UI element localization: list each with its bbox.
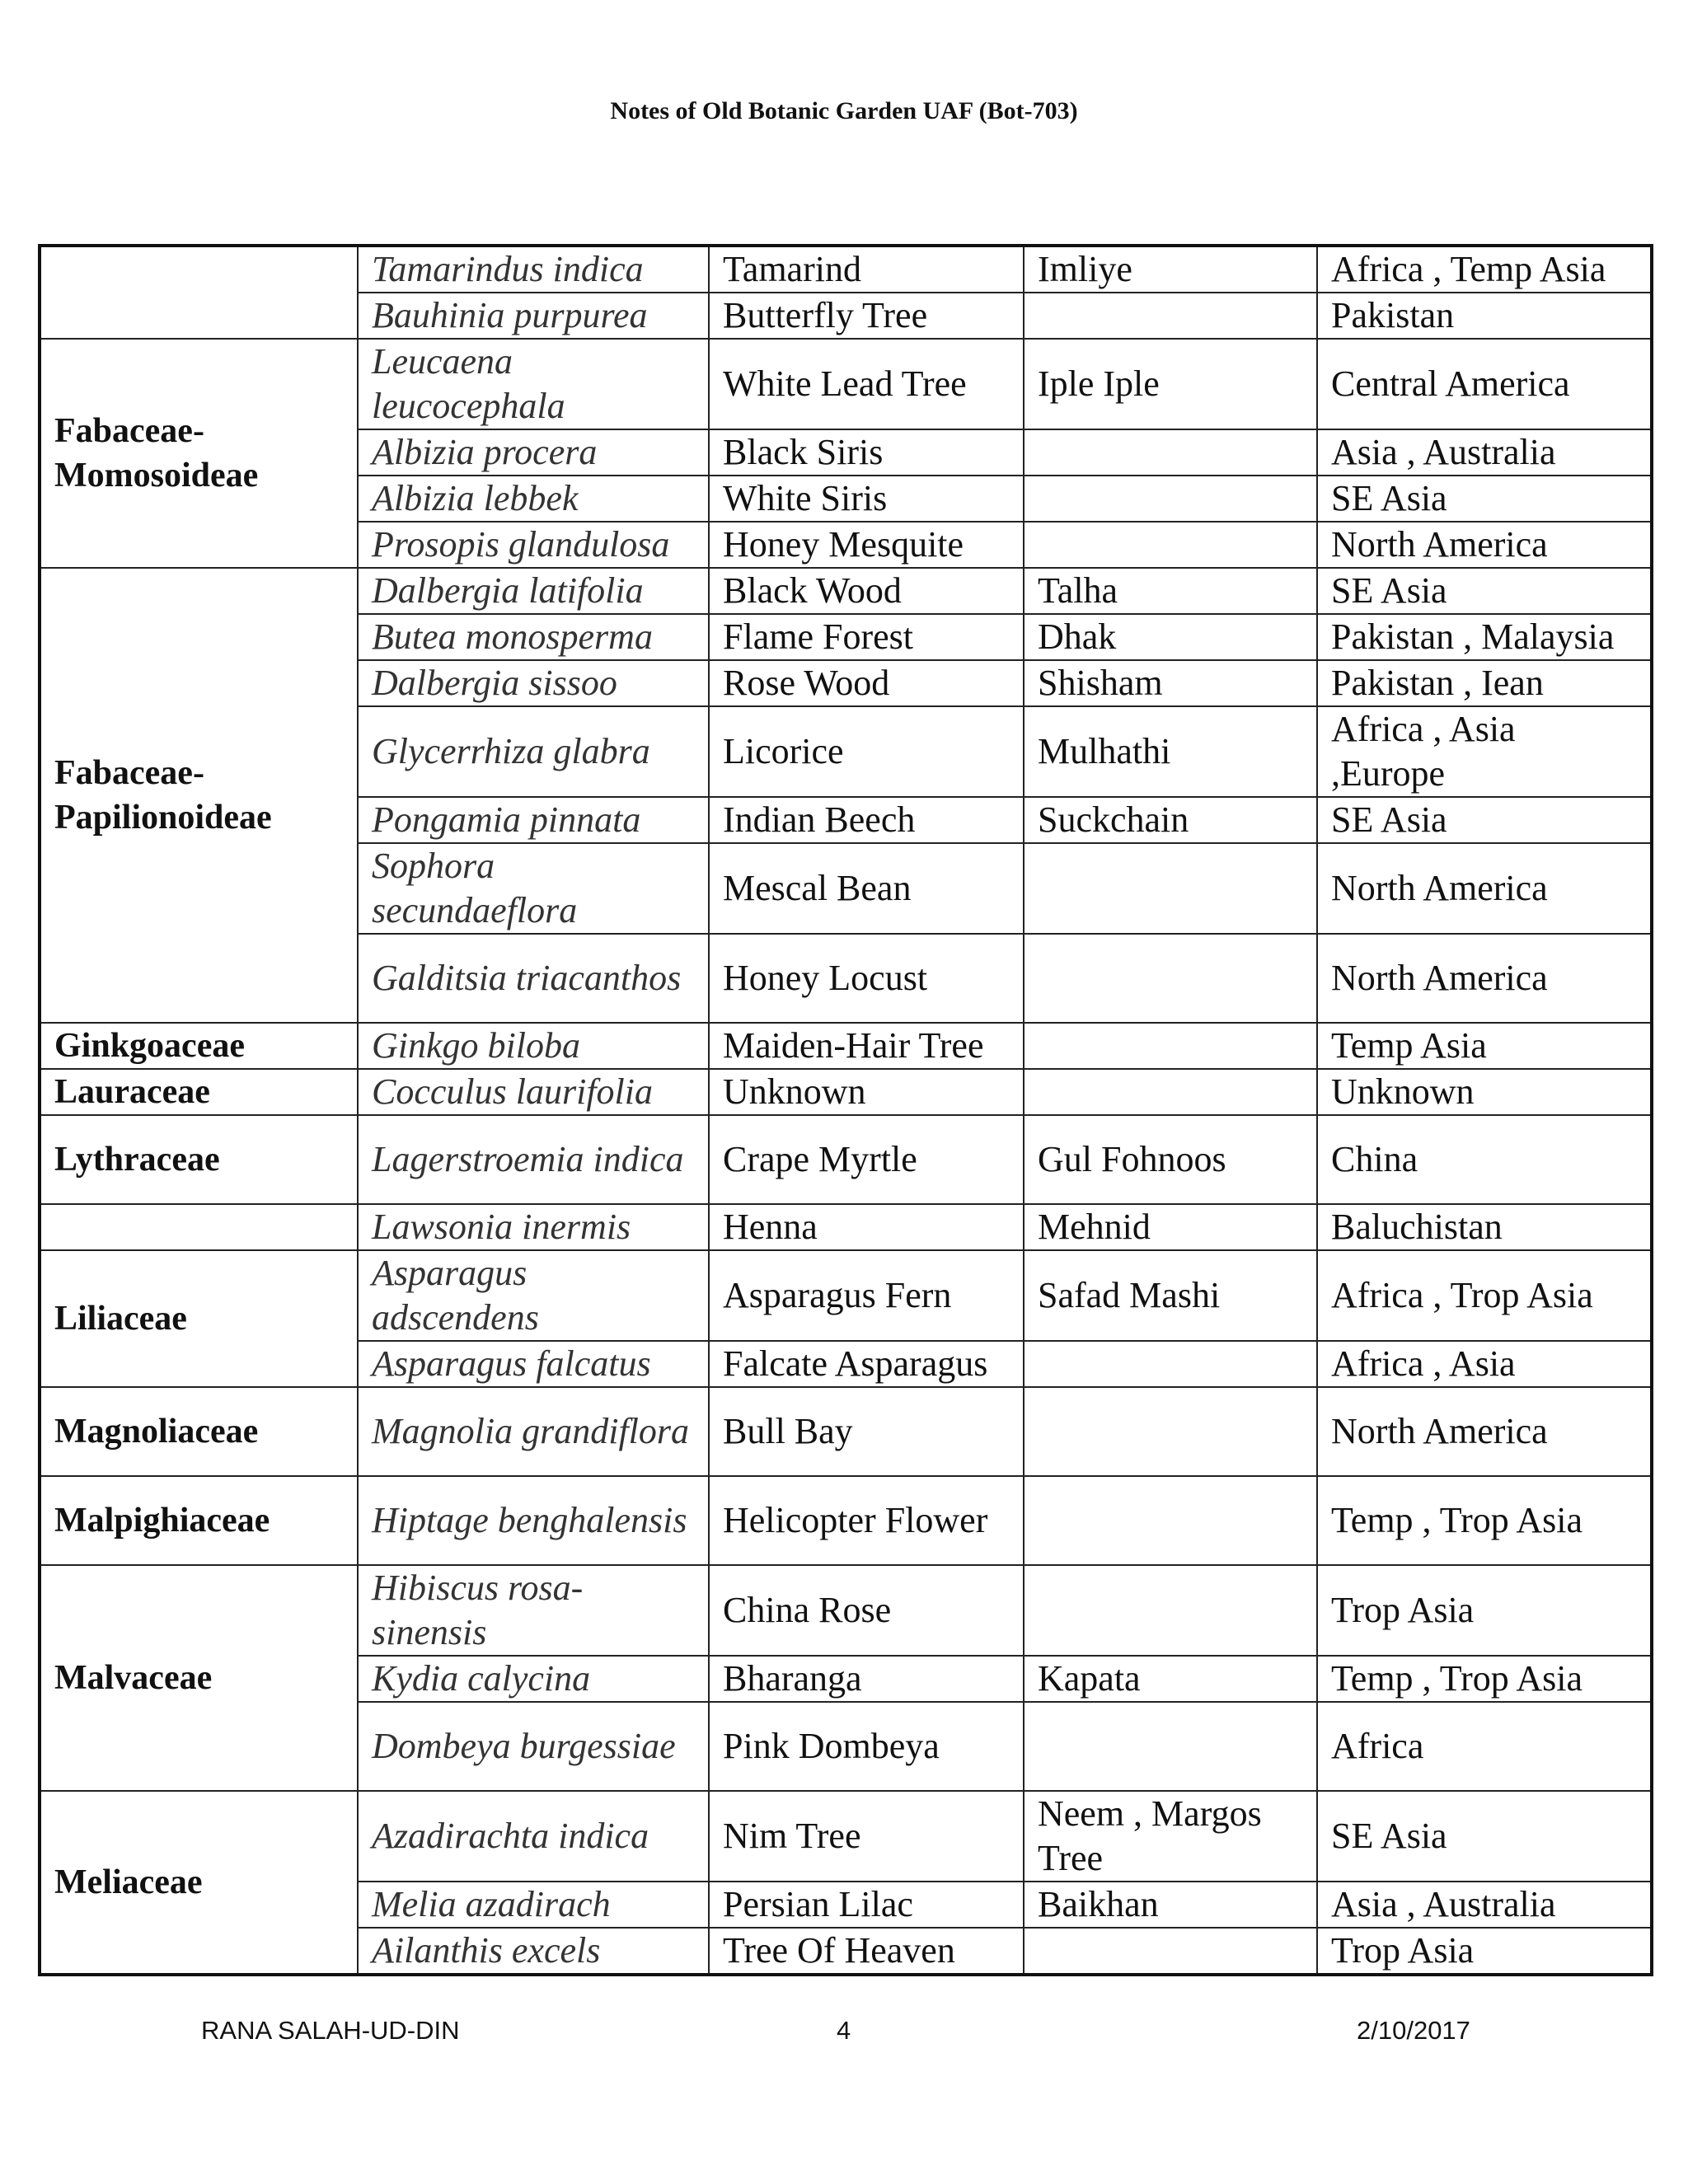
family-cell	[40, 1204, 358, 1250]
origin-cell: Temp , Trop Asia	[1317, 1476, 1652, 1565]
origin-cell: Temp Asia	[1317, 1023, 1652, 1069]
common-name-cell: White Lead Tree	[709, 339, 1024, 429]
scientific-name-cell: Tamarindus indica	[358, 246, 709, 293]
origin-cell: Unknown	[1317, 1069, 1652, 1115]
table-row	[40, 1387, 1652, 1476]
common-name-cell: China Rose	[709, 1565, 1024, 1656]
common-name-cell: Henna	[709, 1204, 1024, 1250]
table-row	[40, 1791, 1652, 1882]
family-cell: Ginkgoaceae	[40, 1023, 358, 1069]
local-name-cell: Mulhathi	[1024, 706, 1317, 797]
common-name-cell: Honey Mesquite	[709, 522, 1024, 568]
local-name-cell	[1024, 476, 1317, 522]
common-name-cell: Rose Wood	[709, 660, 1024, 706]
table-row	[40, 339, 1652, 429]
local-name-cell: Iple Iple	[1024, 339, 1317, 429]
origin-cell: North America	[1317, 522, 1652, 568]
local-name-cell: Imliye	[1024, 246, 1317, 293]
local-name-cell	[1024, 1565, 1317, 1656]
plants-table	[38, 244, 1653, 1976]
scientific-name-cell: Magnolia grandiflora	[358, 1387, 709, 1476]
common-name-cell: Crape Myrtle	[709, 1115, 1024, 1204]
local-name-cell	[1024, 1341, 1317, 1387]
origin-cell: North America	[1317, 843, 1652, 934]
scientific-name-cell: Ginkgo biloba	[358, 1023, 709, 1069]
origin-cell: China	[1317, 1115, 1652, 1204]
common-name-cell: Honey Locust	[709, 934, 1024, 1023]
local-name-cell: Talha	[1024, 568, 1317, 614]
local-name-cell	[1024, 1069, 1317, 1115]
local-name-cell	[1024, 1928, 1317, 1975]
common-name-cell: White Siris	[709, 476, 1024, 522]
origin-cell: Africa , Trop Asia	[1317, 1250, 1652, 1341]
common-name-cell: Bull Bay	[709, 1387, 1024, 1476]
scientific-name-cell: Hiptage benghalensis	[358, 1476, 709, 1565]
page-title: Notes of Old Botanic Garden UAF (Bot-703)	[610, 97, 1078, 124]
local-name-cell	[1024, 1023, 1317, 1069]
origin-cell: Africa	[1317, 1702, 1652, 1791]
common-name-cell: Mescal Bean	[709, 843, 1024, 934]
family-cell	[40, 246, 358, 339]
origin-cell: Asia , Australia	[1317, 429, 1652, 476]
origin-cell: Africa , Asia	[1317, 1341, 1652, 1387]
common-name-cell: Asparagus Fern	[709, 1250, 1024, 1341]
origin-cell: Baluchistan	[1317, 1204, 1652, 1250]
family-cell: Malpighiaceae	[40, 1476, 358, 1565]
scientific-name-cell: Leucaena leucocephala	[358, 339, 709, 429]
scientific-name-cell: Albizia procera	[358, 429, 709, 476]
plants-table-body	[40, 246, 1652, 1975]
origin-cell: SE Asia	[1317, 1791, 1652, 1882]
origin-cell: SE Asia	[1317, 568, 1652, 614]
local-name-cell	[1024, 843, 1317, 934]
common-name-cell: Indian Beech	[709, 797, 1024, 843]
page-footer	[0, 2016, 1688, 2049]
family-cell: Fabaceae-Momosoideae	[40, 339, 358, 568]
footer-page-number: 4	[837, 2016, 851, 2045]
scientific-name-cell: Asparagus adscendens	[358, 1250, 709, 1341]
family-cell: Lauraceae	[40, 1069, 358, 1115]
scientific-name-cell: Albizia lebbek	[358, 476, 709, 522]
scientific-name-cell: Dalbergia sissoo	[358, 660, 709, 706]
family-cell: Meliaceae	[40, 1791, 358, 1975]
scientific-name-cell: Dombeya burgessiae	[358, 1702, 709, 1791]
scientific-name-cell: Ailanthis excels	[358, 1928, 709, 1975]
origin-cell: Central America	[1317, 339, 1652, 429]
common-name-cell: Black Siris	[709, 429, 1024, 476]
family-cell: Liliaceae	[40, 1250, 358, 1387]
origin-cell: Temp , Trop Asia	[1317, 1656, 1652, 1702]
table-row	[40, 1565, 1652, 1656]
footer-author: RANA SALAH-UD-DIN	[201, 2016, 460, 2045]
common-name-cell: Maiden-Hair Tree	[709, 1023, 1024, 1069]
local-name-cell: Dhak	[1024, 614, 1317, 660]
table-row	[40, 1115, 1652, 1204]
scientific-name-cell: Kydia calycina	[358, 1656, 709, 1702]
local-name-cell	[1024, 1702, 1317, 1791]
common-name-cell: Tamarind	[709, 246, 1024, 293]
local-name-cell	[1024, 429, 1317, 476]
common-name-cell: Bharanga	[709, 1656, 1024, 1702]
common-name-cell: Helicopter Flower	[709, 1476, 1024, 1565]
table-row	[40, 1204, 1652, 1250]
local-name-cell: Suckchain	[1024, 797, 1317, 843]
local-name-cell: Baikhan	[1024, 1882, 1317, 1928]
common-name-cell: Butterfly Tree	[709, 293, 1024, 339]
scientific-name-cell: Asparagus falcatus	[358, 1341, 709, 1387]
origin-cell: North America	[1317, 1387, 1652, 1476]
local-name-cell: Gul Fohnoos	[1024, 1115, 1317, 1204]
table-row	[40, 568, 1652, 614]
local-name-cell	[1024, 1387, 1317, 1476]
origin-cell: Africa , Asia ,Europe	[1317, 706, 1652, 797]
local-name-cell: Neem , Margos Tree	[1024, 1791, 1317, 1882]
common-name-cell: Persian Lilac	[709, 1882, 1024, 1928]
family-cell: Malvaceae	[40, 1565, 358, 1791]
table-row	[40, 1023, 1652, 1069]
origin-cell: Trop Asia	[1317, 1565, 1652, 1656]
common-name-cell: Falcate Asparagus	[709, 1341, 1024, 1387]
scientific-name-cell: Azadirachta indica	[358, 1791, 709, 1882]
scientific-name-cell: Sophora secundaeflora	[358, 843, 709, 934]
origin-cell: Africa , Temp Asia	[1317, 246, 1652, 293]
local-name-cell	[1024, 293, 1317, 339]
origin-cell: Asia , Australia	[1317, 1882, 1652, 1928]
scientific-name-cell: Bauhinia purpurea	[358, 293, 709, 339]
common-name-cell: Licorice	[709, 706, 1024, 797]
origin-cell: Pakistan , Iean	[1317, 660, 1652, 706]
common-name-cell: Unknown	[709, 1069, 1024, 1115]
plants-table-container	[38, 244, 1650, 1976]
origin-cell: Pakistan , Malaysia	[1317, 614, 1652, 660]
local-name-cell: Shisham	[1024, 660, 1317, 706]
family-cell: Magnoliaceae	[40, 1387, 358, 1476]
table-row	[40, 1250, 1652, 1341]
origin-cell: Pakistan	[1317, 293, 1652, 339]
scientific-name-cell: Lawsonia inermis	[358, 1204, 709, 1250]
local-name-cell: Mehnid	[1024, 1204, 1317, 1250]
table-row	[40, 246, 1652, 293]
local-name-cell	[1024, 522, 1317, 568]
scientific-name-cell: Hibiscus rosa-sinensis	[358, 1565, 709, 1656]
local-name-cell: Safad Mashi	[1024, 1250, 1317, 1341]
local-name-cell	[1024, 934, 1317, 1023]
origin-cell: SE Asia	[1317, 476, 1652, 522]
scientific-name-cell: Cocculus laurifolia	[358, 1069, 709, 1115]
common-name-cell: Black Wood	[709, 568, 1024, 614]
scientific-name-cell: Prosopis glandulosa	[358, 522, 709, 568]
scientific-name-cell: Melia azadirach	[358, 1882, 709, 1928]
common-name-cell: Pink Dombeya	[709, 1702, 1024, 1791]
local-name-cell: Kapata	[1024, 1656, 1317, 1702]
origin-cell: SE Asia	[1317, 797, 1652, 843]
common-name-cell: Flame Forest	[709, 614, 1024, 660]
common-name-cell: Nim Tree	[709, 1791, 1024, 1882]
scientific-name-cell: Lagerstroemia indica	[358, 1115, 709, 1204]
table-row	[40, 1069, 1652, 1115]
scientific-name-cell: Glycerrhiza glabra	[358, 706, 709, 797]
local-name-cell	[1024, 1476, 1317, 1565]
scientific-name-cell: Pongamia pinnata	[358, 797, 709, 843]
origin-cell: North America	[1317, 934, 1652, 1023]
table-row	[40, 1476, 1652, 1565]
common-name-cell: Tree Of Heaven	[709, 1928, 1024, 1975]
family-cell: Lythraceae	[40, 1115, 358, 1204]
family-cell: Fabaceae-Papilionoideae	[40, 568, 358, 1023]
scientific-name-cell: Galditsia triacanthos	[358, 934, 709, 1023]
origin-cell: Trop Asia	[1317, 1928, 1652, 1975]
footer-date: 2/10/2017	[1357, 2016, 1470, 2045]
scientific-name-cell: Butea monosperma	[358, 614, 709, 660]
scientific-name-cell: Dalbergia latifolia	[358, 568, 709, 614]
